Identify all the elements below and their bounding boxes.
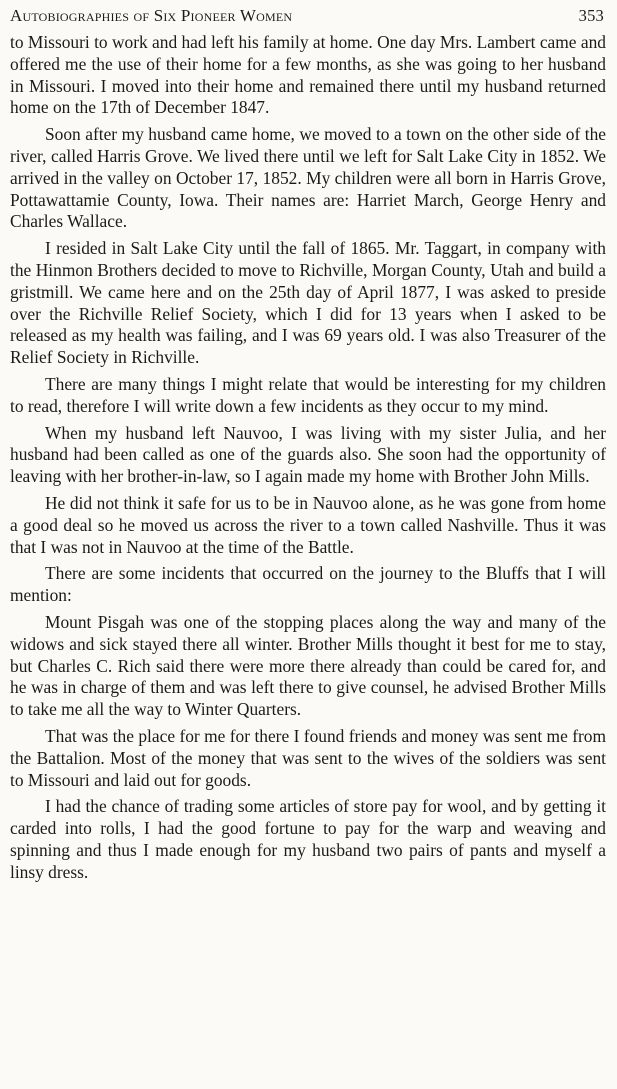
paragraph: I had the chance of trading some articles of store pay for wool, and by getting it carded into rolls, I had the good fortune to pay for the warp and weaving and spinning and thus I made enough for my husband two pairs of pants and myself a linsy dress. <box>10 796 606 882</box>
paragraph: I resided in Salt Lake City until the fall of 1865. Mr. Taggart, in company with the Hinmon Brothers decided to move to Richville, Morgan County, Utah and build a gristmill. We came here and on the 25th day of April 1877, I was asked to preside over the Richville Relief Society, which I did for 13 years when I asked to be released as my health was failing, and I was 69 years old. I was also Treasurer of the Relief Society in Richville. <box>10 238 606 368</box>
paragraph: Mount Pisgah was one of the stopping places along the way and many of the widows and sick stayed there all winter. Brother Mills thought it best for me to stay, but Charles C. Rich said there were more there already than could be cared for, and he was in charge of them and was left there to give counsel, he advised Brother Mills to take me all the way to Winter Quarters. <box>10 611 606 720</box>
page-number: 353 <box>578 6 604 25</box>
paragraph: Soon after my husband came home, we moved to a town on the other side of the river, called Harris Grove. We lived there until we left for Salt Lake City in 1852. We arrived in the valley on October 17, 1852. My children were all born in Harris Grove, Pottawattamie County, Iowa. Their names are: Harriet March, George Henry and Charles Wallace. <box>10 124 606 232</box>
paragraph: He did not think it safe for us to be in Nauvoo alone, as he was gone from home a good deal so he moved us across the river to a town called Nashville. Thus it was that I was not in Nauvoo at the time of the Battle. <box>10 492 606 557</box>
paragraph: That was the place for me for there I found friends and money was sent me from the Battalion. Most of the money that was sent to the wives of the soldiers was sent to Missouri and laid out for goods. <box>10 725 606 790</box>
book-page <box>10 6 606 888</box>
body-text <box>10 32 606 883</box>
paragraph: When my husband left Nauvoo, I was living with my sister Julia, and her husband had been called as one of the guards also. She soon had the opportunity of leaving with her brother-in-law, so I again made my home with Brother John Mills. <box>10 422 606 487</box>
running-head <box>10 6 606 32</box>
paragraph: There are many things I might relate that would be interesting for my children to read, therefore I will write down a few incidents as they occur to my mind. <box>10 373 606 416</box>
running-title: Autobiographies of Six Pioneer Women <box>10 6 293 25</box>
paragraph: to Missouri to work and had left his family at home. One day Mrs. Lambert came and offered me the use of their home for a few months, as she was going to her husband in Missouri. I moved into their home and remained there until my husband returned home on the 17th of December 1847. <box>10 32 606 118</box>
paragraph: There are some incidents that occurred on the journey to the Bluffs that I will mention: <box>10 563 606 606</box>
